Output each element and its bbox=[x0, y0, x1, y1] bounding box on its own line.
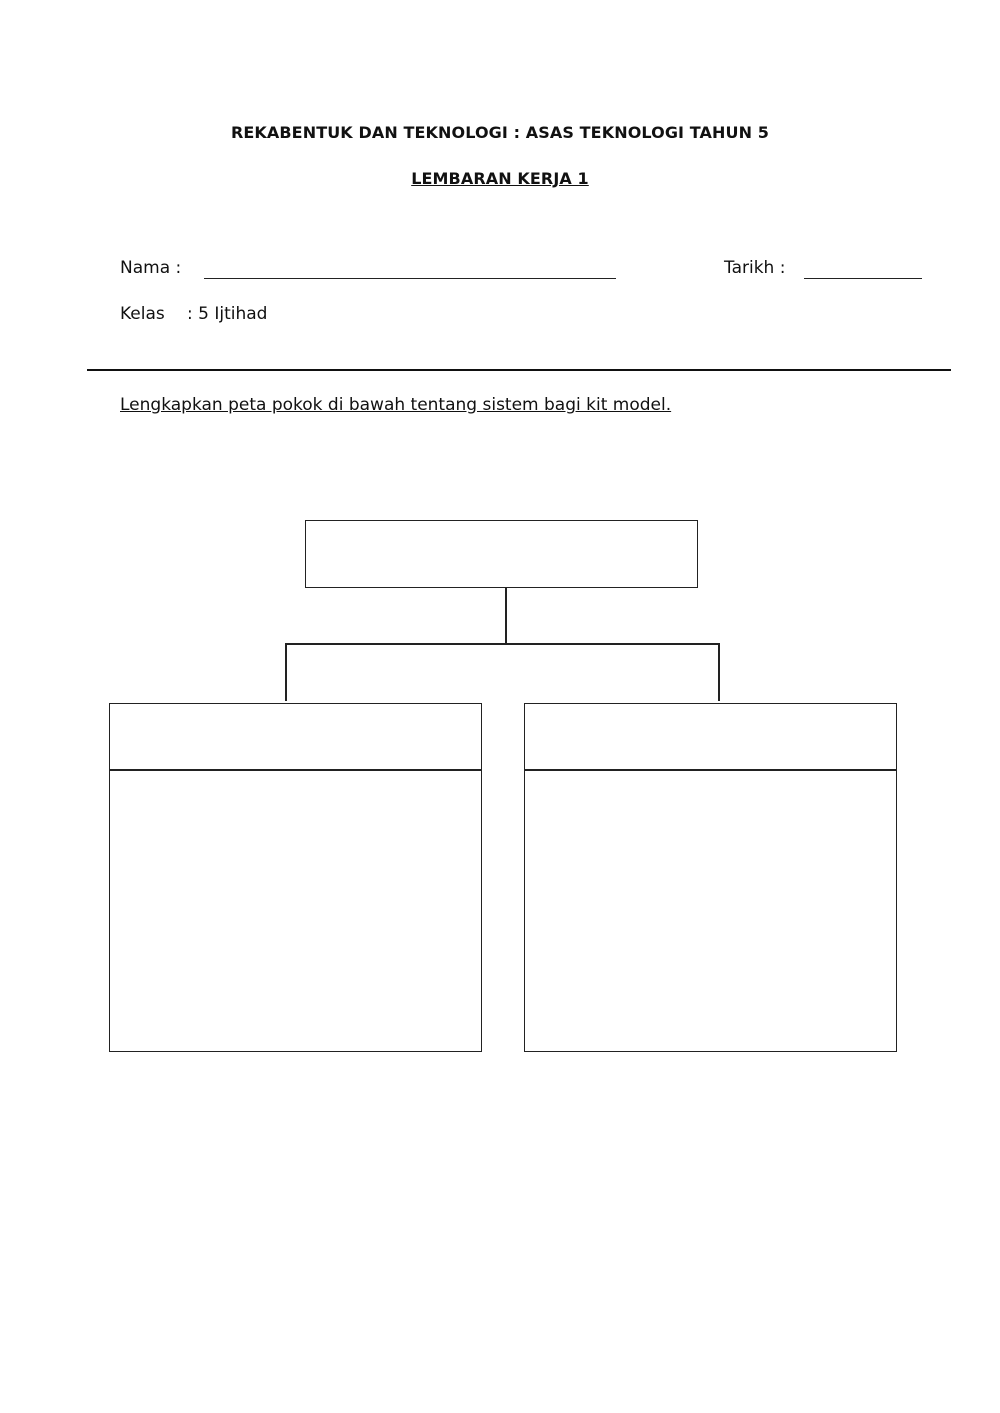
class-value: : 5 Ijtihad bbox=[187, 304, 268, 324]
date-field[interactable] bbox=[804, 278, 922, 279]
connector-root-stem bbox=[505, 588, 507, 644]
worksheet-subtitle: LEMBARAN KERJA 1 bbox=[411, 169, 589, 188]
left-branch-heading-box[interactable] bbox=[109, 703, 482, 771]
name-label: Nama : bbox=[120, 258, 182, 278]
connector-horizontal bbox=[285, 643, 720, 645]
class-label: Kelas bbox=[120, 304, 165, 324]
connector-right-drop bbox=[718, 643, 720, 701]
date-label: Tarikh : bbox=[724, 258, 786, 278]
header-divider bbox=[87, 369, 951, 371]
left-branch-content-box[interactable] bbox=[109, 769, 482, 1052]
connector-left-drop bbox=[285, 643, 287, 701]
right-branch-content-box[interactable] bbox=[524, 769, 897, 1052]
tree-root-box[interactable] bbox=[305, 520, 698, 588]
name-field[interactable] bbox=[204, 278, 616, 279]
right-branch-heading-box[interactable] bbox=[524, 703, 897, 771]
instruction-text: Lengkapkan peta pokok di bawah tentang sistem bagi kit model. bbox=[120, 395, 672, 415]
worksheet-title: REKABENTUK DAN TEKNOLOGI : ASAS TEKNOLOGI TAHUN 5 bbox=[230, 123, 770, 142]
